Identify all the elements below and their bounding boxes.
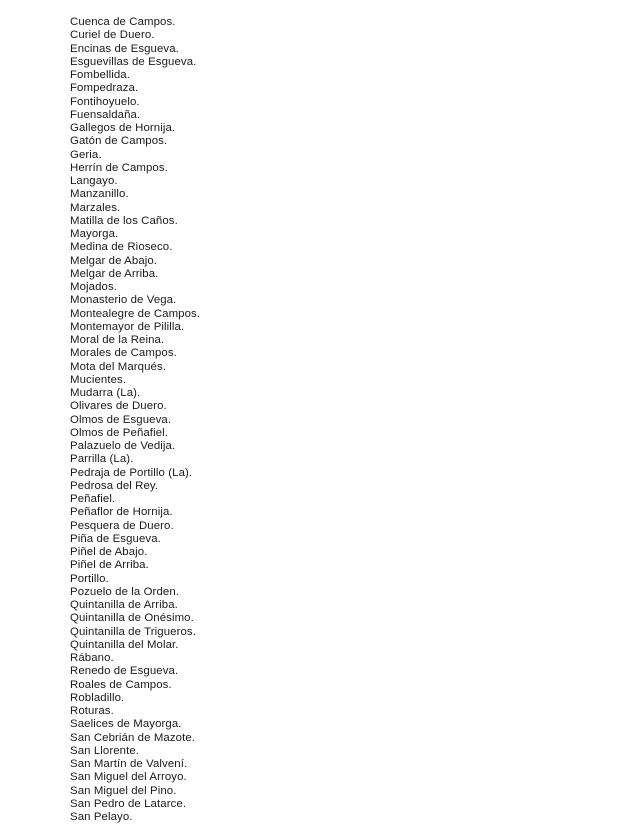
list-item: Cuenca de Campos. — [70, 16, 176, 28]
list-item: Pedrosa del Rey. — [70, 479, 159, 492]
list-item: Fompedraza. — [70, 82, 139, 95]
list-item: Mucientes. — [70, 373, 127, 386]
list-item: Pesquera de Duero. — [70, 519, 174, 532]
list-item: San Miguel del Pino. — [70, 784, 177, 797]
list-item: Marzales. — [70, 201, 121, 214]
list-item: Portillo. — [70, 572, 109, 585]
list-item: Fombellida. — [70, 69, 130, 81]
list-item: Olmos de Esgueva. — [70, 413, 172, 426]
list-item: Matilla de los Caños. — [70, 214, 178, 227]
list-item: Mudarra (La). — [70, 387, 141, 399]
list-item: Curiel de Duero. — [70, 29, 155, 42]
list-item: Saelices de Mayorga. — [70, 718, 182, 731]
list-item: Roturas. — [70, 705, 114, 717]
list-item: Piña de Esgueva. — [70, 532, 161, 545]
list-item: Olivares de Duero. — [70, 400, 167, 413]
list-item: Gallegos de Hornija. — [70, 122, 176, 134]
list-item: Fontihoyuelo. — [70, 95, 140, 108]
municipality-list — [70, 16, 200, 824]
list-item: Mota del Marqués. — [70, 360, 167, 373]
list-item: San Cebrián de Mazote. — [70, 731, 196, 744]
list-item: Quintanilla de Trigueros. — [70, 625, 196, 638]
list-item: Piñel de Abajo. — [70, 546, 148, 558]
list-item: Mayorga. — [70, 228, 119, 240]
list-item: Gatón de Campos. — [70, 135, 168, 148]
list-item: Melgar de Arriba. — [70, 267, 159, 280]
list-item: Morales de Campos. — [70, 347, 177, 360]
list-item: Encinas de Esgueva. — [70, 42, 179, 55]
list-item: Monasterio de Vega. — [70, 294, 177, 307]
list-item: Geria. — [70, 148, 102, 161]
list-item: Peñafiel. — [70, 493, 116, 505]
list-item: San Pelayo. — [70, 811, 133, 823]
list-item: San Llorente. — [70, 744, 140, 757]
list-item: Roales de Campos. — [70, 678, 172, 691]
list-item: Langayo. — [70, 175, 118, 187]
list-item: Pedraja de Portillo (La). — [70, 466, 193, 479]
list-item: Esguevillas de Esgueva. — [70, 55, 197, 68]
list-item: Palazuelo de Vedija. — [70, 440, 176, 452]
list-item: Peñaflor de Hornija. — [70, 506, 173, 519]
list-item: Pozuelo de la Orden. — [70, 585, 180, 598]
list-item: Montealegre de Campos. — [70, 307, 201, 320]
list-item: San Pedro de Latarce. — [70, 797, 187, 810]
list-item: Parrilla (La). — [70, 453, 134, 466]
list-item: Fuensaldaña. — [70, 108, 141, 121]
list-item: Mojados. — [70, 281, 118, 293]
list-item: Piñel de Arriba. — [70, 559, 149, 572]
list-item: Montemayor de Pililla. — [70, 320, 185, 333]
list-item: Quintanilla de Arriba. — [70, 599, 178, 611]
list-item: San Martín de Valvení. — [70, 758, 188, 770]
list-item: Olmos de Peñafiel. — [70, 426, 169, 439]
list-item: Medina de Rioseco. — [70, 241, 173, 254]
list-item: San Miguel del Arroyo. — [70, 771, 187, 784]
list-item: Moral de la Reina. — [70, 334, 165, 346]
list-item: Herrín de Campos. — [70, 161, 168, 174]
list-item: Quintanilla de Onésimo. — [70, 612, 194, 625]
list-item: Renedo de Esgueva. — [70, 665, 179, 678]
list-item: Quintanilla del Molar. — [70, 638, 179, 651]
list-item: Manzanillo. — [70, 188, 129, 201]
list-item: Melgar de Abajo. — [70, 254, 158, 267]
list-item: Robladillo. — [70, 691, 125, 704]
list-item: Rábano. — [70, 652, 114, 664]
